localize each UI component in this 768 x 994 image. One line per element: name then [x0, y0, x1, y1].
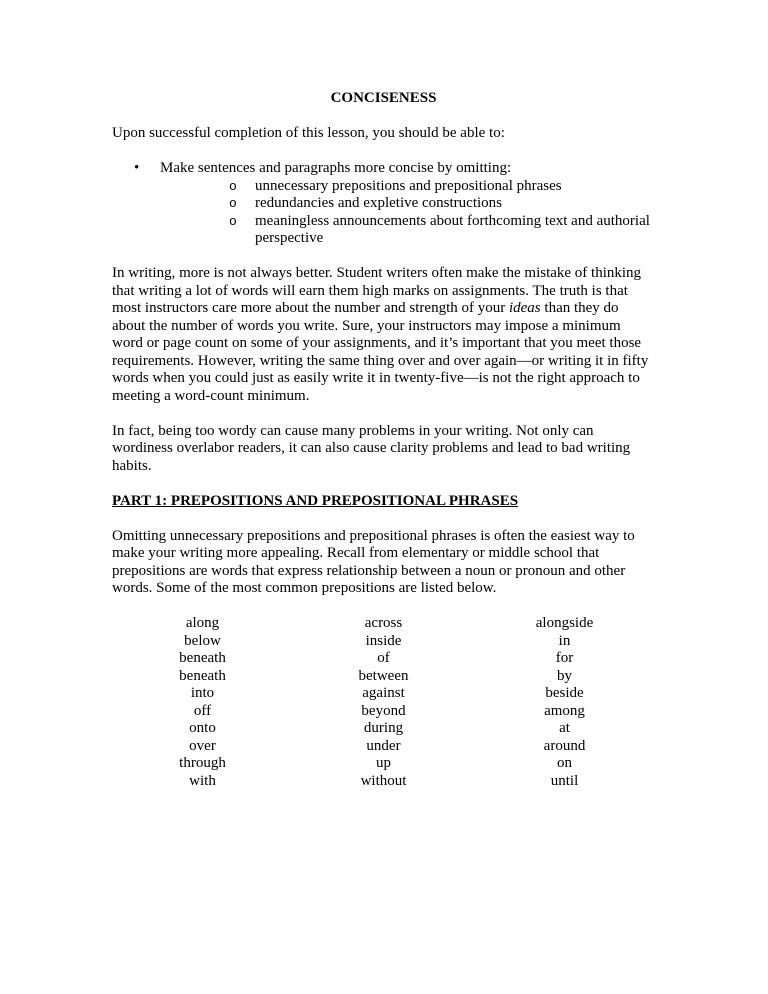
body-paragraph-3: Omitting unnecessary prepositions and prepositional phrases is often the easiest way to make your writing more appealing. Recall from elementary or middle school that prepositions are words that express relationship between a noun or pronoun and other words. Some of the most common prepositions are listed below. [112, 527, 635, 596]
preposition-item: beyond [361, 702, 406, 719]
circle-bullet-icon: o [229, 196, 237, 211]
preposition-item: with [189, 772, 216, 789]
preposition-column-3 [474, 615, 655, 790]
preposition-item: between [358, 667, 409, 684]
paragraph-1-italic-word: ideas [508, 300, 541, 316]
preposition-column-2 [293, 615, 474, 790]
preposition-item: over [189, 737, 216, 754]
preposition-item: off [193, 702, 212, 719]
paragraph-1-before: In writing, more is not always better. Student writers often make the mistake of thinking that writing a lot of words will earn them high marks on assignments. The truth is that most instructors care more about the number and strength of your [112, 265, 642, 316]
preposition-item: in [558, 632, 571, 649]
preposition-item: during [363, 720, 404, 736]
paragraph-1-after: than they do about the number of words you write. Sure, your instructors may impose a minimum word or page count on some of your assignments, and it’s important that you meet those requirements. However, writing the same thing over and over again—or writing it in fifty words when you could just as easily write it in twenty-five—is not the right approach to meeting a word-count minimum. [112, 300, 649, 404]
objective-main-label: Make sentences and paragraphs more concise by omitting: [160, 160, 512, 176]
objective-sub-label: unnecessary prepositions and prepositional phrases [255, 177, 562, 194]
preposition-item: among [544, 702, 585, 719]
part1-heading: PART 1: PREPOSITIONS AND PREPOSITIONAL PHRASES [112, 492, 519, 509]
preposition-item: beneath [179, 667, 226, 684]
preposition-item: inside [365, 632, 402, 649]
preposition-item: under [366, 737, 401, 754]
objective-main-item [112, 160, 655, 248]
preposition-item: until [550, 772, 579, 789]
preposition-item: onto [189, 720, 216, 736]
body-paragraph-2: In fact, being too wordy can cause many problems in your writing. Not only can wordiness overlabor readers, it can also cause clarity problems and lead to bad writing habits. [112, 422, 631, 474]
objectives-list [112, 160, 655, 248]
body-paragraph-1 [112, 265, 655, 405]
circle-bullet-icon: o [229, 213, 237, 229]
intro-paragraph: Upon successful completion of this lesson, you should be able to: [112, 125, 505, 141]
preposition-item: below [184, 632, 221, 649]
preposition-item: through [179, 755, 226, 771]
circle-bullet-icon: o [229, 178, 237, 194]
preposition-item: on [557, 755, 572, 771]
prepositions-table [112, 615, 655, 790]
preposition-item: without [360, 772, 407, 789]
preposition-item: of [377, 650, 390, 666]
document-title: CONCISENESS [330, 90, 437, 106]
document-content [112, 90, 655, 790]
preposition-item: alongside [535, 615, 594, 631]
preposition-column-1 [112, 615, 293, 790]
preposition-item: against [362, 685, 405, 701]
objective-sub-item [160, 213, 655, 248]
preposition-item: around [543, 737, 586, 754]
preposition-item: up [376, 755, 391, 771]
sub-objectives-list [160, 178, 655, 248]
preposition-item: at [559, 720, 570, 736]
objective-sub-item [160, 178, 655, 196]
preposition-item: into [190, 685, 215, 701]
objective-sub-item [160, 195, 655, 213]
preposition-item: for [555, 650, 574, 666]
disc-bullet-icon: • [134, 160, 140, 176]
preposition-item: across [364, 615, 403, 631]
preposition-item: along [185, 615, 220, 631]
objective-sub-label: redundancies and expletive constructions [255, 195, 503, 211]
preposition-item: beneath [179, 650, 226, 666]
preposition-item: beside [545, 685, 584, 701]
objective-sub-label: meaningless announcements about forthcoming text and authorial perspective [255, 212, 650, 246]
preposition-item: by [557, 667, 572, 684]
